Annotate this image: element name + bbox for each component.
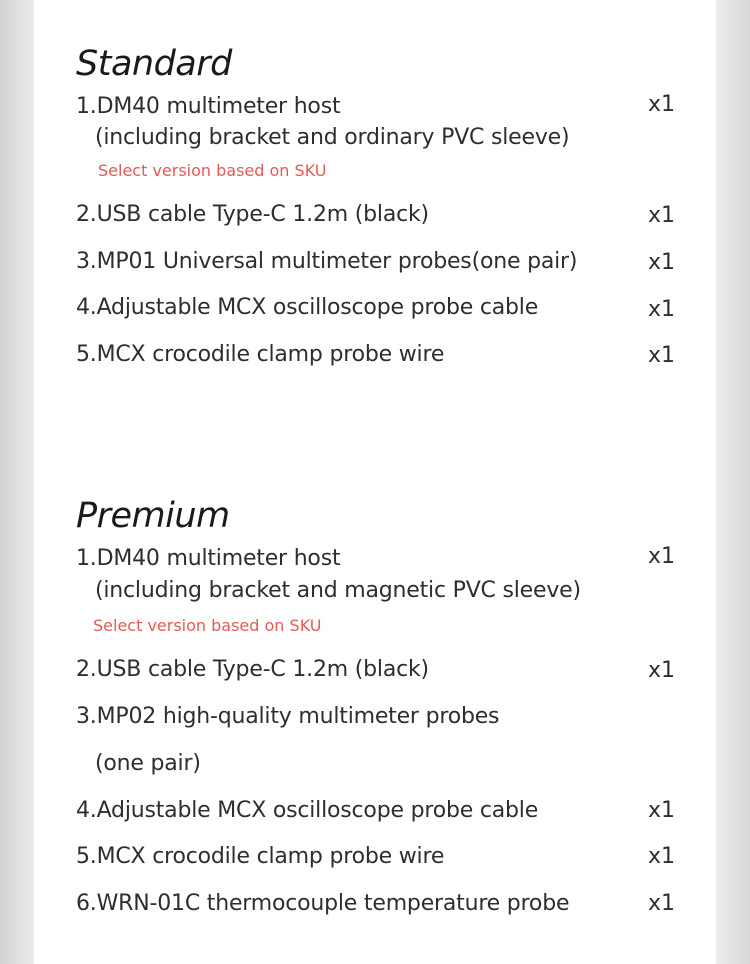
standard-item-3-qty: x1 <box>648 250 676 275</box>
standard-item-2-label: 2.USB cable Type-C 1.2m (black) <box>76 202 429 227</box>
standard-item-2-qty: x1 <box>648 203 676 228</box>
standard-item-1-note: Select version based on SKU <box>98 161 327 180</box>
premium-item-6-qty: x1 <box>648 891 676 916</box>
standard-item-5-qty: x1 <box>648 343 676 368</box>
standard-item-1-qty: x1 <box>648 92 676 117</box>
standard-title: Standard <box>76 44 232 84</box>
premium-item-3-label: 3.MP02 high-quality multimeter probes <box>76 704 500 729</box>
standard-item-4-qty: x1 <box>648 297 676 322</box>
premium-item-1-qty: x1 <box>648 544 676 569</box>
premium-item-5-qty: x1 <box>648 844 676 869</box>
standard-item-1-label: 1.DM40 multimeter host <box>76 94 341 119</box>
premium-item-4-qty: x1 <box>648 798 676 823</box>
premium-item-2-qty: x1 <box>648 658 676 683</box>
standard-item-3-label: 3.MP01 Universal multimeter probes(one pair) <box>76 249 578 274</box>
premium-item-1-label: 1.DM40 multimeter host <box>76 546 341 571</box>
standard-item-4-label: 4.Adjustable MCX oscilloscope probe cable <box>76 295 539 320</box>
premium-item-5-label: 5.MCX crocodile clamp probe wire <box>76 844 445 869</box>
premium-item-1-sub: (including bracket and magnetic PVC sleeve) <box>95 578 581 603</box>
premium-item-1-note: Select version based on SKU <box>93 616 322 635</box>
package-contents-card <box>34 0 716 964</box>
standard-item-5-label: 5.MCX crocodile clamp probe wire <box>76 342 445 367</box>
premium-title: Premium <box>76 496 230 536</box>
premium-item-2-label: 2.USB cable Type-C 1.2m (black) <box>76 657 429 682</box>
premium-item-6-label: 6.WRN-01C thermocouple temperature probe <box>76 891 570 916</box>
premium-item-3-sub: (one pair) <box>95 751 201 776</box>
premium-item-4-label: 4.Adjustable MCX oscilloscope probe cable <box>76 798 539 823</box>
standard-item-1-sub: (including bracket and ordinary PVC sleeve) <box>95 125 570 150</box>
